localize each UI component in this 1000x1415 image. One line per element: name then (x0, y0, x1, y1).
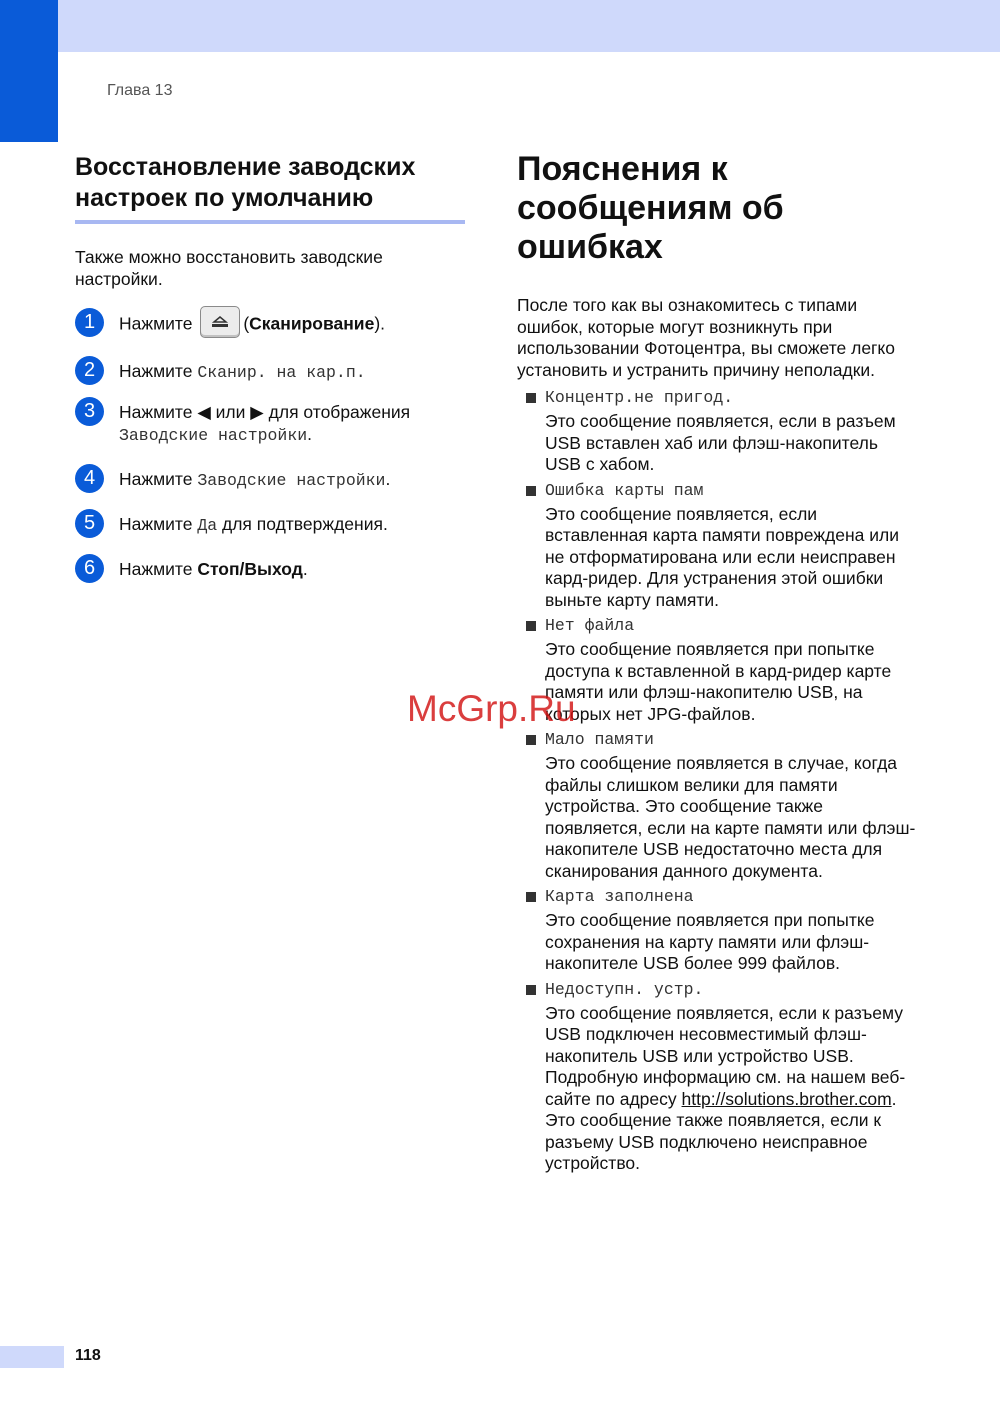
error-item (517, 615, 917, 725)
scan-button-label: Сканирование (249, 313, 375, 334)
error-list (517, 387, 917, 1175)
error-description: Это сообщение появляется при попытке доступа к вставленной в кард-ридер карте памяти или флэш-накопителю USB, на которых нет JPG-файлов. (545, 639, 892, 724)
error-title: Ошибка карты пам (545, 480, 704, 500)
triangle-right-icon: ▶ (250, 402, 264, 422)
step-3: 3 Нажмите ◀ или ▶ для отображения Заводские настройки. (75, 401, 465, 447)
watermark: McGrp.Ru (407, 688, 576, 729)
error-item (517, 979, 917, 1175)
page-number-bar (0, 1346, 64, 1368)
bullet-square-icon (526, 985, 536, 995)
step-number: 1 (75, 308, 104, 337)
triangle-left-icon: ◀ (197, 402, 211, 422)
page-number: 118 (75, 1347, 101, 1364)
support-link[interactable]: http://solutions.brother.com (681, 1088, 892, 1109)
step-1: 1 Нажмите (Сканирование). (75, 312, 465, 338)
bullet-square-icon (526, 735, 536, 745)
step-number: 2 (75, 356, 104, 385)
error-title: Недоступн. устр. (545, 979, 704, 999)
step-number: 5 (75, 509, 104, 538)
steps-list (75, 312, 465, 580)
error-title: Концентр.не пригод. (545, 388, 734, 407)
menu-option: Сканир. на кар.п. (197, 363, 366, 382)
step-4: 4 Нажмите Заводские настройки. (75, 468, 465, 492)
menu-option: Да (197, 516, 218, 535)
step-number: 3 (75, 397, 104, 426)
error-item (517, 729, 917, 882)
bullet-square-icon (526, 621, 536, 631)
error-title: Нет файла (545, 616, 635, 635)
error-item (517, 387, 917, 476)
stop-exit-label: Стоп/Выход (197, 559, 303, 579)
chapter-tab (0, 0, 58, 142)
error-item (517, 480, 917, 612)
step-2: 2 Нажмите Сканир. на кар.п. (75, 360, 465, 384)
step-number: 6 (75, 554, 104, 583)
menu-option: Заводские настройки (197, 471, 386, 490)
error-item (517, 886, 917, 975)
right-column (517, 150, 917, 1179)
left-column (75, 152, 465, 580)
top-band (0, 0, 1000, 52)
error-description: Это сообщение появляется при попытке сохранения на карту памяти или флэш-накопителе USB более 999 файлов. (545, 910, 875, 973)
step-number: 4 (75, 464, 104, 493)
error-description: Это сообщение появляется, если в разъем USB вставлен хаб или флэш-накопитель USB с хабом. (545, 411, 896, 474)
step-6: 6 Нажмите Стоп/Выход. (75, 558, 465, 580)
error-description: Это сообщение появляется, если вставленная карта памяти повреждена или не отформатирована или если неисправен кард-ридер. Для устранения этой ошибки выньте карту памяти. (545, 503, 899, 610)
bullet-square-icon (526, 486, 536, 496)
errors-intro: После того как вы ознакомитесь с типами ошибок, которые могут возникнуть при использовании Фотоцентра, вы сможете легко установить и устранить причину неполадки. (517, 295, 896, 380)
bullet-square-icon (526, 892, 536, 902)
chapter-label: Глава 13 (107, 82, 173, 99)
menu-option: Заводские настройки (119, 426, 308, 445)
error-title: Карта заполнена (545, 887, 694, 906)
step-5: 5 Нажмите Да для подтверждения. (75, 513, 465, 537)
error-description: Это сообщение появляется, если к разъему USB подключен несовместимый флэш-накопитель USB или устройство USB. Подробную информацию см. на нашем веб-сайте по адресу http://solutions.brother.com. Это сообщение также появляется, если к разъему USB подключено неисправное устройство. (545, 1002, 906, 1173)
bullet-square-icon (526, 393, 536, 403)
section-heading-errors: Пояснения к сообщениям об ошибках (517, 150, 784, 266)
scan-icon (200, 306, 240, 338)
step-text: Нажмите (119, 313, 193, 334)
error-title: Мало памяти (545, 730, 654, 749)
section-heading-reset: Восстановление заводских настроек по умолчанию (75, 152, 465, 224)
reset-intro: Также можно восстановить заводские настройки. (75, 247, 383, 289)
error-description: Это сообщение появляется в случае, когда файлы слишком велики для памяти устройства. Это сообщение также появляется, если на карте памяти или флэш-накопителе USB недостаточно места для сканирования данного документа. (545, 753, 916, 881)
